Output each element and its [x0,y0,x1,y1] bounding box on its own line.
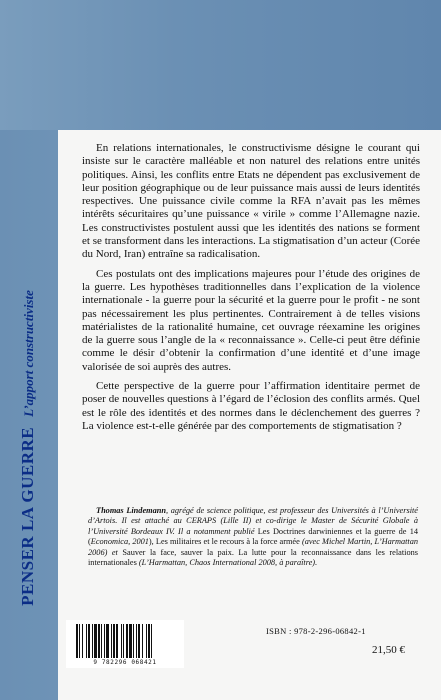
barcode-bar [126,624,128,658]
barcode-bar [88,624,90,658]
summary-paragraph-1: En relations internationales, le constructivisme désigne le courant qui insiste sur le caractère malléable et non naturel des relations entre unités politiques. Ainsi, les conflits entre Etats ne dépendent pas exclusivement de leur position géographique ou de leur puissance mais aussi de leurs identités respectives. Une puissance civile comme la RFA n’avait pas les mêmes intérêts sécuritaires qu’une puissance « virile » comme l’Allemagne nazie. Les constructivistes postulent aussi que les identités des nations se forment et se transforment dans les interactions. La stigmatisation d’un acteur (Corée du Nord, Iran) entraîne sa radicalisation. [82,142,420,261]
barcode-bar [151,624,152,658]
barcode-bar [123,624,124,658]
barcode-bar [113,624,115,658]
bio-text: , agrégé de science politique, est professeur des Universités à l’Université d’Artois. Il est attaché au CERAPS (Lille II) et co-dirige le Master de Sécurité Globale à l’Université Bordeaux IV. Il a notamment publié [88,506,418,536]
barcode-bar [98,624,100,658]
barcode [66,620,184,668]
isbn: ISBN : 978-2-296-06842-1 [266,626,366,636]
bio-book-title: Les militaires et le recours à la force armée [155,537,300,547]
barcode-bar [138,624,140,658]
bio-book-title: Sauver la face, sauver la paix. La lutte pour la reconnaissance dans les relations internationales [88,547,418,568]
barcode-digits: 9 782296 068421 [93,659,157,666]
barcode-bar [106,624,109,658]
barcode-bar [146,624,147,658]
author-name: Thomas Lindemann [96,506,166,515]
barcode-bar [111,624,112,658]
barcode-bar [148,624,150,658]
barcode-bar [86,624,87,658]
spine-subtitle: L’apport constructiviste [21,290,36,417]
barcode-bar [79,624,80,658]
barcode-bar [133,624,134,658]
barcode-bar [142,624,143,658]
bio-text: (avec Michel Martin, L’Harmattan 2006) et [88,537,418,557]
barcode-bars [76,624,174,658]
spine-title: PENSER LA GUERRE [18,426,37,606]
cover-top-band [0,0,441,130]
barcode-bar [101,624,102,658]
bio-text: ( [88,537,91,547]
barcode-bar [94,624,97,658]
spine-text [18,290,38,606]
book-spine [0,130,58,700]
author-bio [88,506,418,568]
barcode-bar [82,624,83,658]
barcode-bar [76,624,78,658]
summary-text [82,142,420,433]
bio-publisher: Economica, 2001 [90,537,149,547]
barcode-bar [121,624,122,658]
barcode-bar [129,624,132,658]
bio-text: Les [257,526,273,536]
price: 21,50 € [372,644,405,656]
bio-text: (L’Harmattan, Chaos International 2008, à paraître). [136,558,318,568]
barcode-bar [136,624,137,658]
summary-paragraph-2: Ces postulats ont des implications majeures pour l’étude des origines de la guerre. Les hypothèses traditionnelles dans l’explication de la violence internationale - la guerre pour la sécurité et la guerre pour le profit - ne sont pas nécessairement les plus pertinentes. Contrairement à de telles visions matérialistes de la rationalité humaine, cet ouvrage réexamine les origines de la guerre sous l’angle de la « reconnaissance ». Celle-ci peut être définie comme le désir d’obtenir la confirmation d’une identité et d’une image valorisée de soi auprès des autres. [82,267,420,373]
author-bio-paragraph [88,506,418,568]
barcode-bar [116,624,118,658]
bio-text: ), [148,537,156,547]
bio-book-title: Doctrines darwiniennes et la guerre de 14 [272,526,418,536]
barcode-bar [92,624,93,658]
summary-paragraph-3: Cette perspective de la guerre pour l’affirmation identitaire permet de poser de nouvelles questions à l’égard de l’éclosion des conflits armés. Quel est le rôle des identités et des normes dans le déclenchement des guerres ? La violence est-t-elle générée par des comportements de stigmatisation ? [82,380,420,432]
barcode-bar [104,624,105,658]
